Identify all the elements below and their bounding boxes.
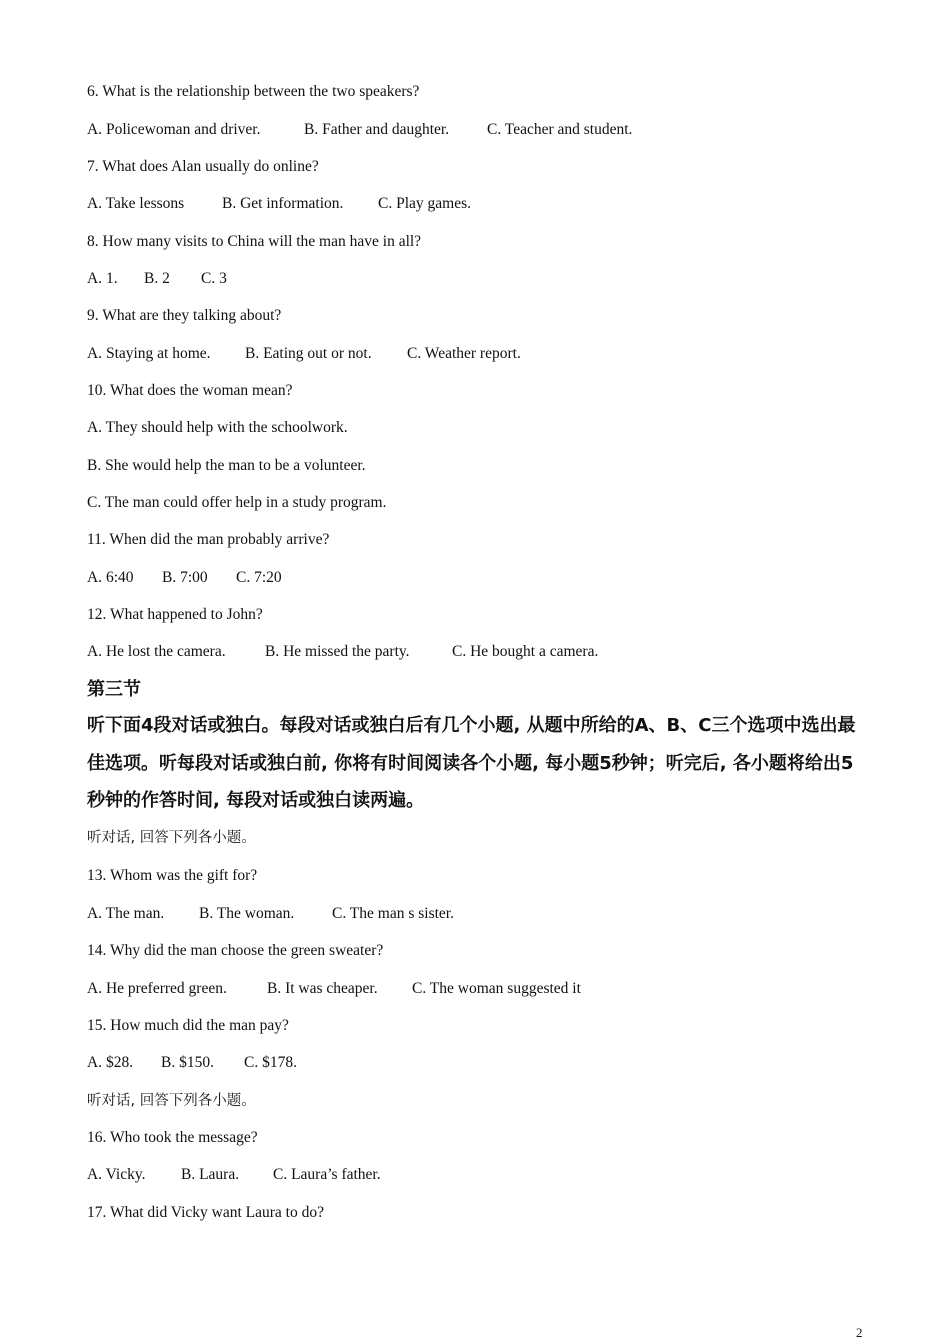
- option-c: C. 7:20: [236, 569, 282, 586]
- option-b: B. Eating out or not.: [245, 345, 372, 362]
- option-a: A. Vicky.: [87, 1166, 146, 1183]
- dialogue-prompt: 听对话, 回答下列各小题。: [87, 1093, 256, 1109]
- option-10-b: B. She would help the man to be a volunteer.: [87, 457, 366, 474]
- option-a: A. Staying at home.: [87, 345, 211, 362]
- option-a: A. He preferred green.: [87, 980, 227, 997]
- option-10-a: A. They should help with the schoolwork.: [87, 419, 348, 436]
- question-16: 16. Who took the message?: [87, 1129, 258, 1146]
- question-6: 6. What is the relationship between the two speakers?: [87, 83, 420, 100]
- question-14: 14. Why did the man choose the green sweater?: [87, 942, 384, 959]
- options-9: [87, 344, 521, 364]
- options-15: [87, 1053, 297, 1073]
- question-8: 8. How many visits to China will the man have in all?: [87, 233, 422, 250]
- option-b: B. The woman.: [199, 905, 295, 922]
- options-14: [87, 979, 581, 999]
- options-16: [87, 1165, 381, 1185]
- question-13: 13. Whom was the gift for?: [87, 867, 258, 884]
- section-title: 第三节: [87, 679, 141, 700]
- option-c: C. The woman suggested it: [412, 980, 581, 997]
- option-c: C. Play games.: [378, 195, 471, 212]
- option-c: C. 3: [201, 270, 227, 287]
- option-a: A. Take lessons: [87, 195, 185, 212]
- option-b: B. $150.: [161, 1054, 214, 1071]
- option-a: A. Policewoman and driver.: [87, 121, 261, 138]
- options-7: [87, 194, 471, 214]
- question-7: 7. What does Alan usually do online?: [87, 158, 319, 175]
- question-12: 12. What happened to John?: [87, 606, 263, 623]
- page-number: 2: [856, 1325, 863, 1340]
- section-instruction: 听下面4段对话或独白。每段对话或独白后有几个小题, 从题中所给的A、B、C三个选项中选出最佳选项。听每段对话或独白前, 你将有时间阅读各个小题, 每小题5秒钟；听完后, 各小题将给出5秒钟的作答时间, 每段对话或独白读两遍。: [87, 715, 856, 811]
- option-a: A. He lost the camera.: [87, 643, 226, 660]
- option-b: B. Father and daughter.: [304, 121, 450, 138]
- options-12: [87, 642, 598, 662]
- dialogue-prompt: 听对话, 回答下列各小题。: [87, 830, 256, 846]
- question-9: 9. What are they talking about?: [87, 307, 282, 324]
- options-11: [87, 568, 282, 588]
- option-b: B. It was cheaper.: [267, 980, 378, 997]
- question-10: 10. What does the woman mean?: [87, 382, 293, 399]
- question-15: 15. How much did the man pay?: [87, 1017, 289, 1034]
- options-8: [87, 269, 227, 289]
- option-b: B. Laura.: [181, 1166, 240, 1183]
- option-c: C. He bought a camera.: [452, 643, 599, 660]
- option-10-c: C. The man could offer help in a study program.: [87, 494, 387, 511]
- option-a: A. The man.: [87, 905, 165, 922]
- question-17: 17. What did Vicky want Laura to do?: [87, 1204, 324, 1221]
- option-b: B. He missed the party.: [265, 643, 410, 660]
- option-c: C. Laura’s father.: [273, 1166, 381, 1183]
- option-a: A. 1.: [87, 270, 118, 287]
- option-b: B. 7:00: [162, 569, 208, 586]
- option-c: C. Weather report.: [407, 345, 521, 362]
- options-13: [87, 904, 454, 924]
- option-c: C. Teacher and student.: [487, 121, 633, 138]
- question-11: 11. When did the man probably arrive?: [87, 531, 330, 548]
- option-b: B. Get information.: [222, 195, 344, 212]
- option-c: C. $178.: [244, 1054, 297, 1071]
- option-a: A. $28.: [87, 1054, 134, 1071]
- option-a: A. 6:40: [87, 569, 134, 586]
- option-b: B. 2: [144, 270, 170, 287]
- option-c: C. The man s sister.: [332, 905, 454, 922]
- options-6: [87, 120, 632, 140]
